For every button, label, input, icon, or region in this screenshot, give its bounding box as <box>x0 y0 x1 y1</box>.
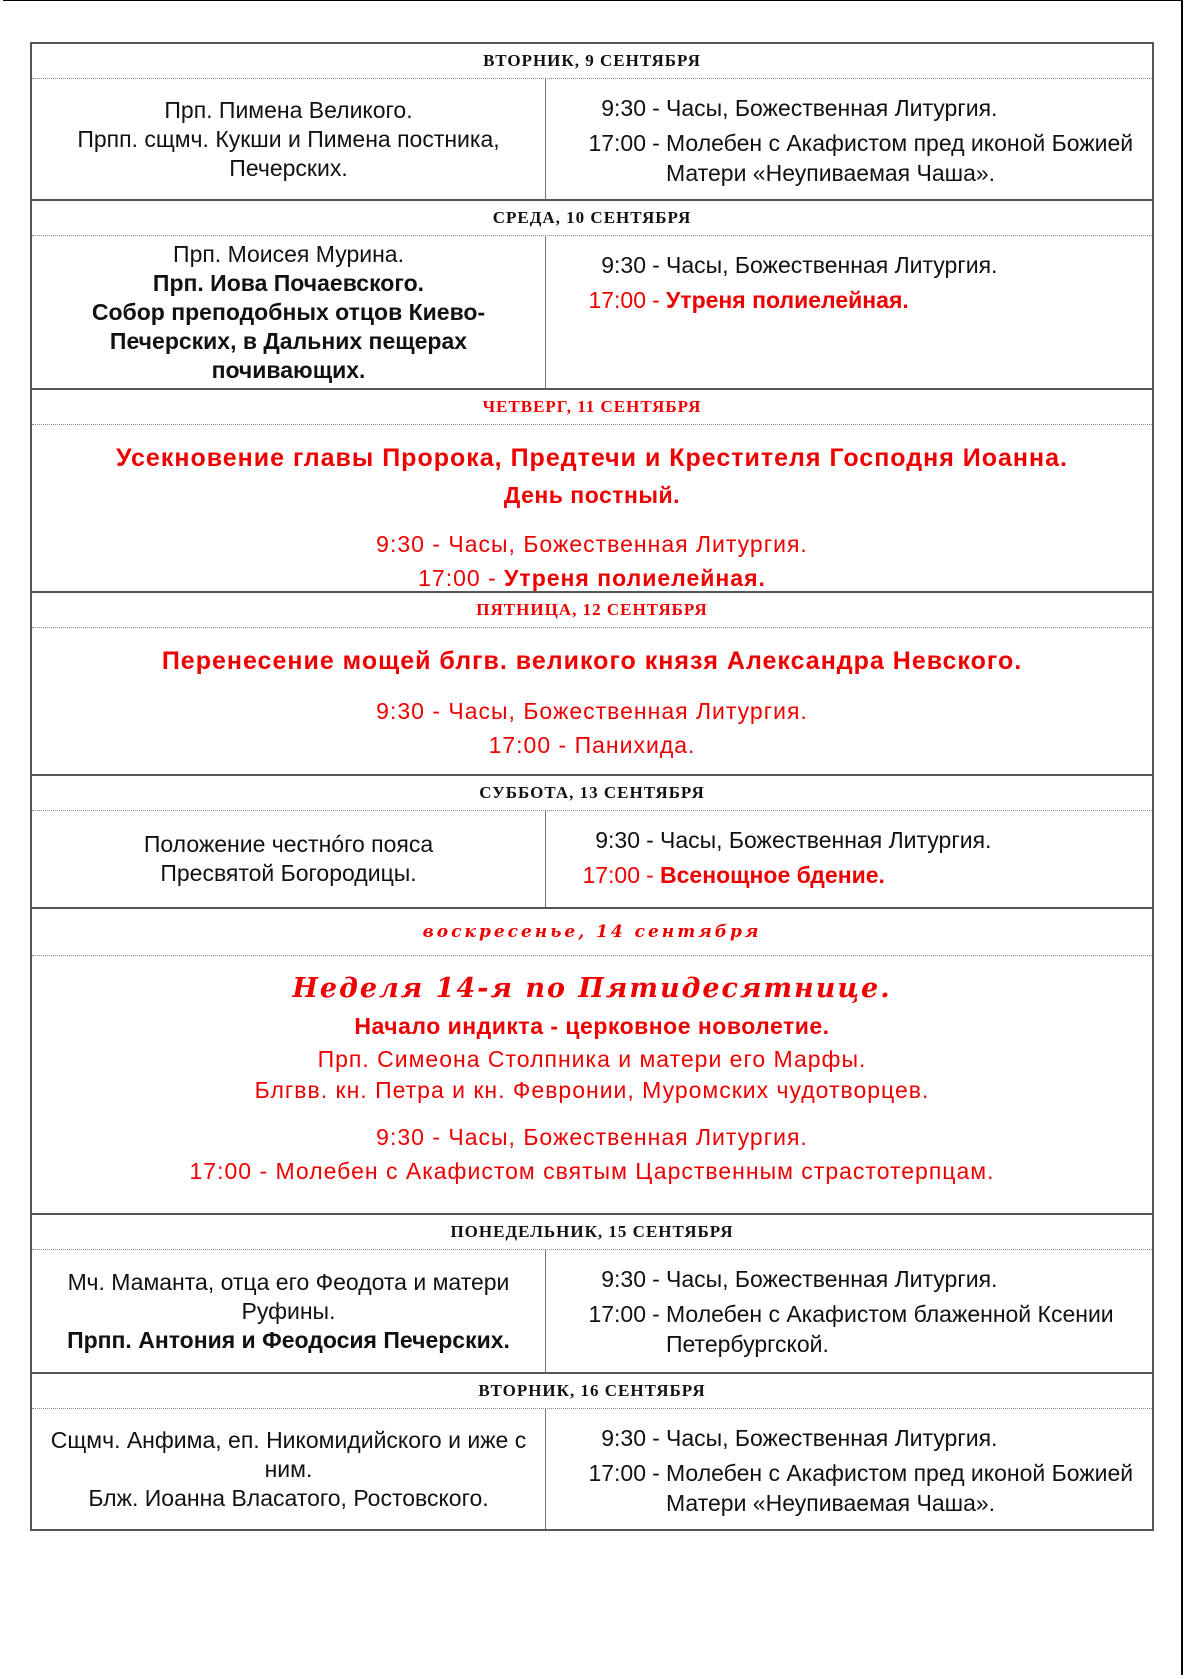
saint-line: Прп. Пимена Великого. <box>164 96 413 123</box>
service-row: 9:30 - Часы, Божественная Литургия. <box>560 1423 1152 1453</box>
service-row: 17:00 - Молебен с Акафистом святым Царственным страстотерпцам. <box>189 1158 995 1184</box>
service-row: 17:00 - Молебен с Акафистом пред иконой Божией Матери «Неупиваемая Чаша». <box>560 1458 1152 1518</box>
service-row: 9:30 - Часы, Божественная Литургия. <box>560 93 1152 123</box>
service-time: 17:00 <box>189 1158 253 1184</box>
service-text: Часы, Божественная Литургия. <box>448 1124 808 1150</box>
day-block <box>30 1372 1154 1531</box>
day-header: СУББОТА, 13 СЕНТЯБРЯ <box>32 776 1152 811</box>
service-row: 17:00 - Утреня полиелейная. <box>560 285 1152 315</box>
service-time: 17:00 <box>488 732 552 758</box>
day-header: ВТОРНИК, 9 СЕНТЯБРЯ <box>32 44 1152 79</box>
service-text: Часы, Божественная Литургия. <box>660 827 992 853</box>
services-cell <box>546 79 1152 199</box>
saint-line: Положение честнóго пояса Пресвятой Богородицы. <box>143 831 434 886</box>
service-text: Часы, Божественная Литургия. <box>666 1266 998 1292</box>
day-block <box>30 42 1154 199</box>
service-time: 9:30 <box>376 531 425 557</box>
service-time: 9:30 <box>376 698 425 724</box>
services-cell <box>546 236 1152 388</box>
service-row: 9:30 - Часы, Божественная Литургия. <box>560 1264 1152 1294</box>
service-text: Всенощное бдение. <box>660 862 885 888</box>
schedule-table <box>30 42 1154 1531</box>
service-row: 9:30 - Часы, Божественная Литургия. <box>376 698 808 724</box>
service-time: 9:30 <box>601 1425 646 1451</box>
feast-title: Перенесение мощей блгв. великого князя Александра Невского. <box>161 647 1023 675</box>
feast-title: Усекновение главы Пророка, Предтечи и Крестителя Господня Иоанна. <box>116 444 1068 472</box>
saint-line: Мч. Маманта, отца его Феодота и матери Руфины. <box>67 1268 510 1324</box>
service-time: 17:00 <box>588 287 646 313</box>
saint-line: Сщмч. Анфима, еп. Никомидийского и иже с ним. <box>50 1426 527 1482</box>
service-time: 9:30 <box>595 827 640 853</box>
service-time: 9:30 <box>601 252 646 278</box>
service-row: 17:00 - Молебен с Акафистом блаженной Ксении Петербургской. <box>560 1299 1152 1359</box>
service-row: 9:30 - Часы, Божественная Литургия. <box>554 825 1152 855</box>
saints-cell <box>32 1409 546 1529</box>
service-row: 17:00 - Всенощное бдение. <box>554 860 1152 890</box>
service-time: 17:00 <box>582 862 640 888</box>
feast-saint-line: Прп. Симеона Столпника и матери его Марфы. <box>317 1046 867 1072</box>
service-row: 17:00 - Молебен с Акафистом пред иконой Божией Матери «Неупиваемая Чаша». <box>560 128 1152 188</box>
service-text: Утреня полиелейная. <box>666 287 909 313</box>
feast-cell <box>32 425 1152 591</box>
service-time: 17:00 <box>588 1460 646 1486</box>
service-row: 9:30 - Часы, Божественная Литургия. <box>376 531 808 557</box>
day-header: ПОНЕДЕЛЬНИК, 15 СЕНТЯБРЯ <box>32 1215 1152 1250</box>
service-text: Утреня полиелейная. <box>504 565 766 591</box>
day-header: ВТОРНИК, 16 СЕНТЯБРЯ <box>32 1374 1152 1409</box>
feast-title: Неделя 14-я по Пятидесятнице. <box>292 973 892 1004</box>
service-text: Молебен с Акафистом святым Царственным страстотерпцам. <box>275 1158 995 1184</box>
service-text: Молебен с Акафистом пред иконой Божией Матери «Неупиваемая Чаша». <box>666 1460 1134 1516</box>
service-text: Молебен с Акафистом пред иконой Божией Матери «Неупиваемая Чаша». <box>666 130 1134 186</box>
feast-subtitle: Начало индикта - церковное новолетие. <box>354 1013 830 1039</box>
service-text: Часы, Божественная Литургия. <box>666 95 998 121</box>
feast-cell <box>32 956 1152 1213</box>
service-text: Часы, Божественная Литургия. <box>666 252 998 278</box>
saint-line: Прпп. Антония и Феодосия Печерских. <box>67 1326 510 1353</box>
day-block <box>30 591 1154 774</box>
service-text: Панихида. <box>574 732 696 758</box>
day-block <box>30 199 1154 388</box>
day-header: воскресенье, 14 сентября <box>32 909 1152 956</box>
service-row: 17:00 - Утреня полиелейная. <box>418 565 766 591</box>
saints-cell <box>32 811 546 907</box>
saint-line: Прпп. сщмч. Кукши и Пимена постника, Печерских. <box>77 125 500 181</box>
saints-cell <box>32 79 546 199</box>
day-header: СРЕДА, 10 СЕНТЯБРЯ <box>32 201 1152 236</box>
saint-line: Собор преподобных отцов Киево-Печерских, в Дальних пещерах почивающих. <box>91 298 486 383</box>
day-block <box>30 907 1154 1213</box>
service-text: Часы, Божественная Литургия. <box>666 1425 998 1451</box>
feast-subtitle: День постный. <box>503 482 681 508</box>
saints-cell <box>32 1250 546 1372</box>
day-block <box>30 1213 1154 1372</box>
services-cell <box>546 1409 1152 1529</box>
service-row: 9:30 - Часы, Божественная Литургия. <box>376 1124 808 1150</box>
service-row: 9:30 - Часы, Божественная Литургия. <box>560 250 1152 280</box>
feast-cell <box>32 628 1152 774</box>
service-time: 9:30 <box>376 1124 425 1150</box>
feast-saint-line: Блгвв. кн. Петра и кн. Февронии, Муромских чудотворцев. <box>254 1077 930 1103</box>
service-text: Молебен с Акафистом блаженной Ксении Петербургской. <box>666 1301 1114 1357</box>
service-time: 17:00 <box>418 565 481 591</box>
saint-line: Блж. Иоанна Власатого, Ростовского. <box>88 1484 489 1511</box>
saint-line: Прп. Моисея Мурина. <box>173 240 404 267</box>
service-time: 9:30 <box>601 95 646 121</box>
service-time: 17:00 <box>588 1301 646 1327</box>
service-time: 17:00 <box>588 130 646 156</box>
service-row: 17:00 - Панихида. <box>488 732 696 758</box>
service-text: Часы, Божественная Литургия. <box>448 698 808 724</box>
services-cell <box>546 811 1152 907</box>
services-cell <box>546 1250 1152 1372</box>
day-header: ПЯТНИЦА, 12 СЕНТЯБРЯ <box>32 593 1152 628</box>
service-text: Часы, Божественная Литургия. <box>448 531 808 557</box>
saints-cell <box>32 236 546 388</box>
service-time: 9:30 <box>601 1266 646 1292</box>
day-header: ЧЕТВЕРГ, 11 СЕНТЯБРЯ <box>32 390 1152 425</box>
saint-line: Прп. Иова Почаевского. <box>152 269 425 296</box>
day-block <box>30 388 1154 591</box>
day-block <box>30 774 1154 907</box>
